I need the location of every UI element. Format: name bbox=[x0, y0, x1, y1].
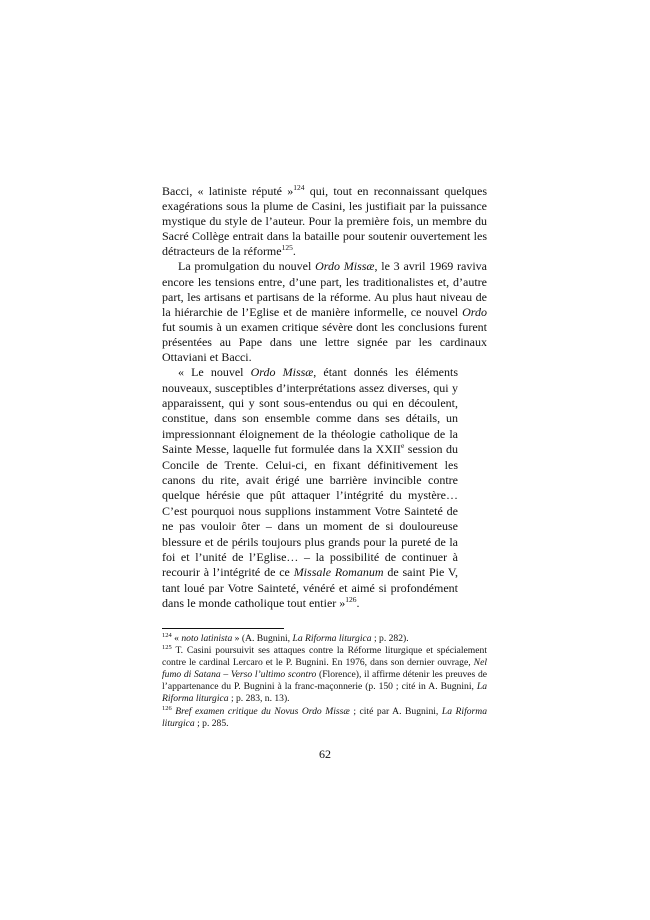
footnote-separator bbox=[162, 628, 284, 629]
footnote-ref-126[interactable]: 126 bbox=[345, 595, 357, 605]
footnote-text: » (A. Bugnini, bbox=[232, 633, 293, 644]
footnote-italic: noto latinista bbox=[181, 633, 233, 644]
paragraph-2 bbox=[162, 259, 487, 365]
footnote-126 bbox=[162, 706, 487, 730]
paragraph-1-text: Bacci, « latiniste réputé » bbox=[162, 184, 294, 198]
quote-text: . bbox=[356, 596, 360, 611]
footnote-number: 124 bbox=[162, 631, 172, 639]
footnote-italic: La Riforma liturgica bbox=[162, 705, 487, 729]
paragraph-2-text: La promulgation du nouvel bbox=[178, 259, 316, 274]
footnote-italic: Bref examen critique du Novus Ordo Missæ bbox=[175, 705, 350, 717]
footnote-italic: La Riforma liturgica bbox=[292, 633, 372, 644]
page-number: 62 bbox=[319, 747, 331, 761]
footnote-text: T. Casini poursuivit ses attaques contre la Réforme liturgique et spécialement contre le cardinal Lercaro et le P. Bugnini. En 1976, dans son dernier ouvrage, bbox=[162, 645, 487, 669]
paragraph-2-text: fut soumis à un examen critique sévère dont les conclusions furent présentées au Pape dans une lettre signée par les cardinaux Ottaviani et Bacci. bbox=[162, 319, 487, 365]
quote-italic: Ordo Missæ bbox=[250, 365, 314, 380]
footnote-125 bbox=[162, 645, 487, 705]
paragraph-1 bbox=[162, 184, 487, 259]
footnote-italic: Nel fumo di Satana – Verso l’ultimo scontro bbox=[162, 657, 487, 681]
quote-text: session du Concile de Trente. Celui-ci, en fixant définitivement les canons du rite, avait érigé une barrière invincible contre quelque hérésie que pût attaquer l’intégrité du mystère… C’est pourquoi nous supplions instamment Votre Sainteté de ne pas vouloir ôter – dans un moment de si douloureuse blessure et de périls toujours plus grands pour la pureté de la foi et l’unité de l’Eglise… – la possibilité de continuer à recourir à l’intégrité de ce bbox=[162, 442, 458, 580]
footnote-text: « bbox=[171, 633, 182, 644]
paragraph-2-text: , le 3 avril 1969 raviva encore les tensions entre, d’une part, les traditionalistes et, d’autre part, les artisans et partisans de la réforme. Au plus haut niveau de la hiérarchie de l’Eglise et de manière informelle, ce nouvel bbox=[162, 259, 487, 319]
quote-italic: Missale Romanum bbox=[293, 565, 384, 580]
quote-text: , étant donnés les éléments nouveaux, susceptibles d’interprétations assez diverses, qui y apparaissent, qui y sont sous-entendus ou qui en découlent, constitue, dans son ensemble comme dans ses détails, un impressionnant éloignement de la théologie catholique de la Sainte Messe, laquelle fut formulée dans la XXII bbox=[162, 365, 458, 457]
quote-text: « Le nouvel bbox=[178, 365, 251, 380]
footnote-number: 126 bbox=[162, 704, 172, 712]
footnotes bbox=[162, 628, 487, 730]
footnote-ref-125[interactable]: 125 bbox=[281, 243, 293, 253]
footnote-text: ; p. 283, n. 13). bbox=[228, 693, 290, 705]
ordinal-superscript: e bbox=[400, 441, 405, 451]
footnote-italic: La Riforma liturgica bbox=[162, 681, 487, 705]
footnote-text: ; p. 282). bbox=[371, 633, 409, 644]
paragraph-2-italic: Ordo bbox=[462, 304, 487, 319]
footnote-text: (Florence), il affirme détenir les preuves de l’appartenance du P. Bugnini à la franc-maçonnerie (p. 150 ; cité in A. Bugnini, bbox=[162, 669, 488, 693]
quote-text: de saint Pie V, tant loué par Votre Sainteté, vénéré et aimé si profondément dans le monde catholique tout entier » bbox=[162, 565, 458, 611]
footnote-ref-124[interactable]: 124 bbox=[293, 183, 305, 192]
footnote-number: 125 bbox=[162, 643, 172, 651]
paragraph-1-text: . bbox=[292, 244, 296, 259]
block-quote bbox=[162, 365, 458, 612]
body-text bbox=[162, 184, 487, 612]
footnote-text: ; cité par A. Bugnini, bbox=[349, 705, 442, 717]
footnote-124 bbox=[162, 633, 487, 645]
footnote-text: ; p. 285. bbox=[194, 717, 229, 729]
paragraph-1-text: qui, tout en reconnaissant quelques exagérations sous la plume de Casini, les justifiait par la puissance mystique du style de l’auteur. Pour la première fois, un membre du Sacré Collège entrait dans la bataille pour soutenir ouvertement les détracteurs de la réforme bbox=[162, 184, 487, 259]
paragraph-2-italic: Ordo Missæ bbox=[315, 259, 375, 274]
